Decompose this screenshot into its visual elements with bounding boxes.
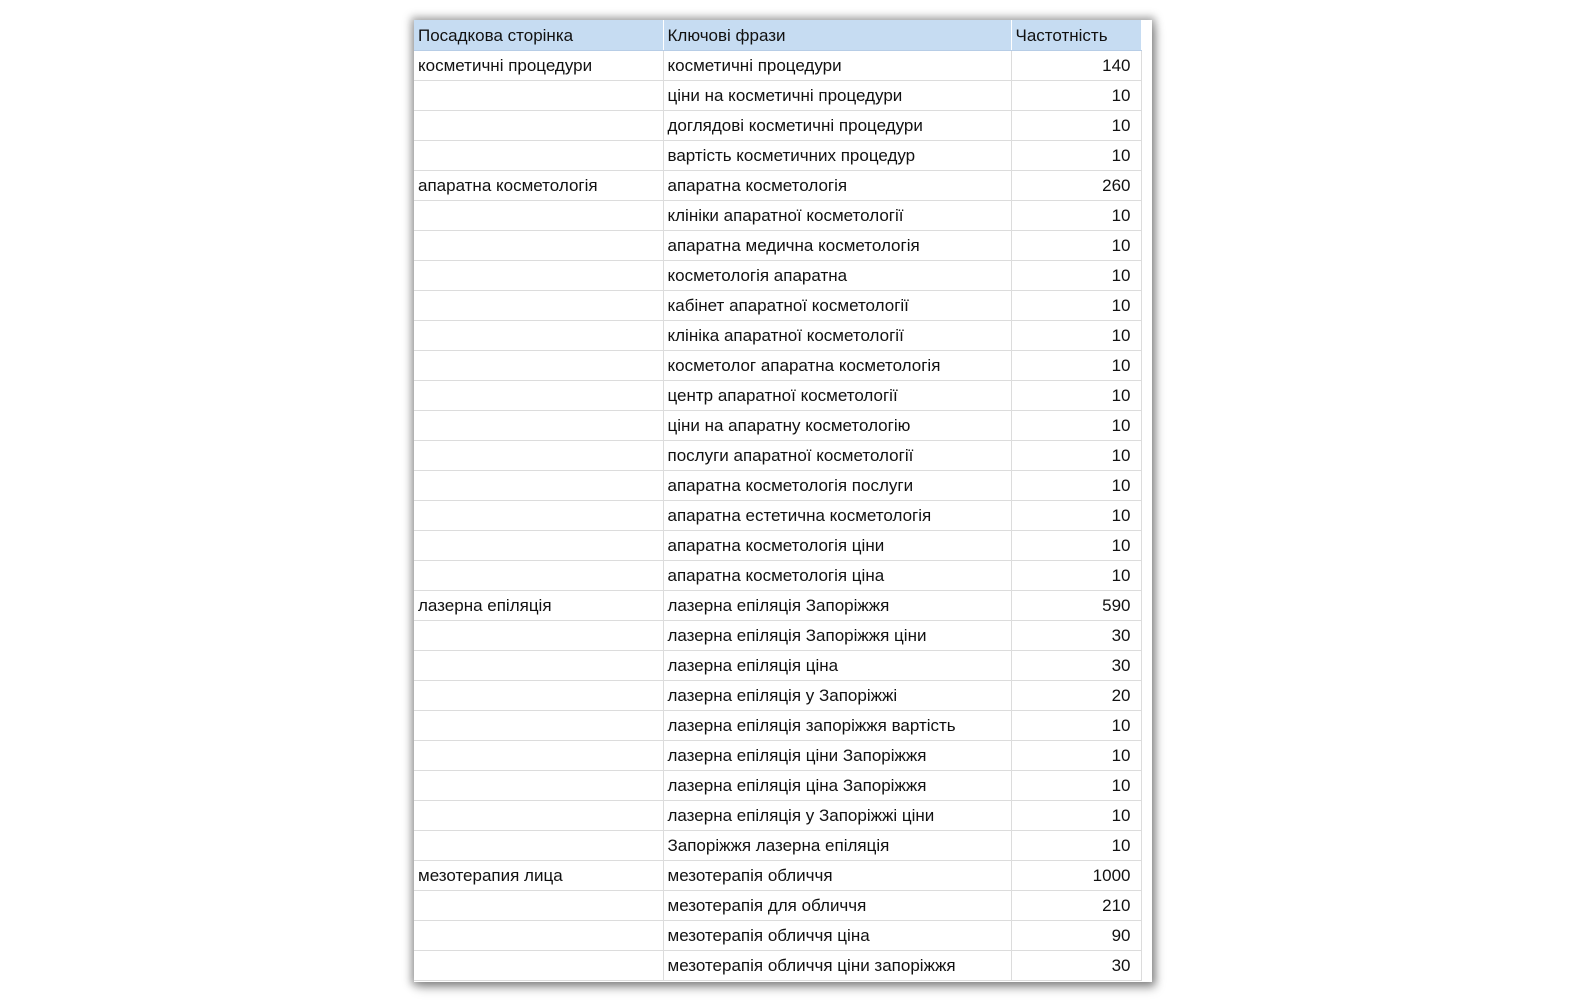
frequency-cell: 10 xyxy=(1011,411,1141,441)
key-phrase-cell: клініка апаратної косметології xyxy=(663,321,1011,351)
frequency-cell: 10 xyxy=(1011,801,1141,831)
table-row xyxy=(414,411,1141,441)
landing-page-cell xyxy=(414,261,663,291)
frequency-cell: 10 xyxy=(1011,771,1141,801)
frequency-cell: 10 xyxy=(1011,741,1141,771)
frequency-cell: 10 xyxy=(1011,201,1141,231)
frequency-cell: 140 xyxy=(1011,51,1141,81)
table-row xyxy=(414,771,1141,801)
frequency-cell: 10 xyxy=(1011,231,1141,261)
frequency-cell: 30 xyxy=(1011,651,1141,681)
frequency-cell: 10 xyxy=(1011,471,1141,501)
table-row xyxy=(414,261,1141,291)
key-phrase-cell: мезотерапія обличчя ціна xyxy=(663,921,1011,951)
table-row xyxy=(414,321,1141,351)
frequency-cell: 10 xyxy=(1011,561,1141,591)
spreadsheet-table-image xyxy=(414,20,1152,982)
table-row xyxy=(414,171,1141,201)
key-phrase-cell: апаратна естетична косметологія xyxy=(663,501,1011,531)
frequency-cell: 10 xyxy=(1011,111,1141,141)
frequency-cell: 1000 xyxy=(1011,861,1141,891)
table-row xyxy=(414,831,1141,861)
key-phrase-cell: послуги апаратної косметології xyxy=(663,441,1011,471)
landing-page-cell xyxy=(414,801,663,831)
table-row xyxy=(414,471,1141,501)
landing-page-cell: косметичні процедури xyxy=(414,51,663,81)
landing-page-cell xyxy=(414,891,663,921)
key-phrase-cell: лазерна епіляція у Запоріжжі ціни xyxy=(663,801,1011,831)
table-row xyxy=(414,231,1141,261)
table-row xyxy=(414,951,1141,981)
landing-page-cell xyxy=(414,351,663,381)
landing-page-cell: мезотерапия лица xyxy=(414,861,663,891)
table-row xyxy=(414,591,1141,621)
landing-page-cell xyxy=(414,111,663,141)
frequency-cell: 10 xyxy=(1011,81,1141,111)
table-row xyxy=(414,681,1141,711)
key-phrase-cell: ціни на апаратну косметологію xyxy=(663,411,1011,441)
frequency-cell: 10 xyxy=(1011,381,1141,411)
landing-page-cell xyxy=(414,531,663,561)
key-phrase-cell: косметолог апаратна косметологія xyxy=(663,351,1011,381)
table-row xyxy=(414,81,1141,111)
table-row xyxy=(414,621,1141,651)
landing-page-cell xyxy=(414,231,663,261)
key-phrase-cell: апаратна косметологія ціни xyxy=(663,531,1011,561)
landing-page-cell xyxy=(414,711,663,741)
frequency-cell: 10 xyxy=(1011,261,1141,291)
landing-page-cell xyxy=(414,771,663,801)
header-landing-page: Посадкова сторінка xyxy=(414,20,663,51)
frequency-cell: 10 xyxy=(1011,831,1141,861)
key-phrase-cell: мезотерапія обличчя ціни запоріжжя xyxy=(663,951,1011,981)
table-row xyxy=(414,381,1141,411)
key-phrase-cell: лазерна епіляція Запоріжжя xyxy=(663,591,1011,621)
frequency-cell: 20 xyxy=(1011,681,1141,711)
table-row xyxy=(414,351,1141,381)
landing-page-cell xyxy=(414,201,663,231)
table-row xyxy=(414,111,1141,141)
frequency-cell: 10 xyxy=(1011,321,1141,351)
table-row xyxy=(414,51,1141,81)
frequency-cell: 260 xyxy=(1011,171,1141,201)
landing-page-cell xyxy=(414,291,663,321)
key-phrase-cell: апаратна медична косметологія xyxy=(663,231,1011,261)
frequency-cell: 590 xyxy=(1011,591,1141,621)
landing-page-cell xyxy=(414,621,663,651)
key-phrase-cell: апаратна косметологія xyxy=(663,171,1011,201)
frequency-cell: 30 xyxy=(1011,951,1141,981)
landing-page-cell: лазерна епіляція xyxy=(414,591,663,621)
table-row xyxy=(414,141,1141,171)
landing-page-cell xyxy=(414,741,663,771)
landing-page-cell xyxy=(414,381,663,411)
frequency-cell: 10 xyxy=(1011,141,1141,171)
table-row xyxy=(414,531,1141,561)
landing-page-cell xyxy=(414,411,663,441)
frequency-cell: 10 xyxy=(1011,351,1141,381)
key-phrase-cell: доглядові косметичні процедури xyxy=(663,111,1011,141)
frequency-cell: 210 xyxy=(1011,891,1141,921)
table-row xyxy=(414,861,1141,891)
key-phrase-cell: косметичні процедури xyxy=(663,51,1011,81)
key-phrase-cell: центр апаратної косметології xyxy=(663,381,1011,411)
key-phrase-cell: лазерна епіляція ціна Запоріжжя xyxy=(663,771,1011,801)
landing-page-cell xyxy=(414,651,663,681)
key-phrase-cell: апаратна косметологія послуги xyxy=(663,471,1011,501)
frequency-cell: 10 xyxy=(1011,501,1141,531)
landing-page-cell xyxy=(414,141,663,171)
landing-page-cell xyxy=(414,831,663,861)
table-row xyxy=(414,921,1141,951)
key-phrase-cell: лазерна епіляція ціна xyxy=(663,651,1011,681)
table-row xyxy=(414,501,1141,531)
table-row xyxy=(414,801,1141,831)
key-phrase-cell: Запоріжжя лазерна епіляція xyxy=(663,831,1011,861)
table-header-row xyxy=(414,20,1141,51)
landing-page-cell xyxy=(414,561,663,591)
landing-page-cell xyxy=(414,681,663,711)
key-phrase-cell: лазерна епіляція Запоріжжя ціни xyxy=(663,621,1011,651)
frequency-cell: 10 xyxy=(1011,531,1141,561)
frequency-cell: 30 xyxy=(1011,621,1141,651)
key-phrase-cell: мезотерапія для обличчя xyxy=(663,891,1011,921)
landing-page-cell xyxy=(414,81,663,111)
frequency-cell: 10 xyxy=(1011,711,1141,741)
header-frequency: Частотність xyxy=(1011,20,1141,51)
key-phrase-cell: клініки апаратної косметології xyxy=(663,201,1011,231)
key-phrase-cell: кабінет апаратної косметології xyxy=(663,291,1011,321)
key-phrase-cell: вартість косметичних процедур xyxy=(663,141,1011,171)
header-key-phrases: Ключові фрази xyxy=(663,20,1011,51)
frequency-cell: 90 xyxy=(1011,921,1141,951)
key-phrase-cell: косметологія апаратна xyxy=(663,261,1011,291)
table-row xyxy=(414,711,1141,741)
table-row xyxy=(414,891,1141,921)
landing-page-cell xyxy=(414,321,663,351)
key-phrase-cell: апаратна косметологія ціна xyxy=(663,561,1011,591)
table-row xyxy=(414,561,1141,591)
frequency-cell: 10 xyxy=(1011,291,1141,321)
key-phrase-cell: мезотерапія обличчя xyxy=(663,861,1011,891)
key-phrase-cell: ціни на косметичні процедури xyxy=(663,81,1011,111)
key-phrase-cell: лазерна епіляція ціни Запоріжжя xyxy=(663,741,1011,771)
landing-page-cell xyxy=(414,921,663,951)
landing-page-cell xyxy=(414,501,663,531)
frequency-cell: 10 xyxy=(1011,441,1141,471)
table-row xyxy=(414,441,1141,471)
table-row xyxy=(414,291,1141,321)
landing-page-cell: апаратна косметологія xyxy=(414,171,663,201)
landing-page-cell xyxy=(414,951,663,981)
table-row xyxy=(414,651,1141,681)
table-row xyxy=(414,201,1141,231)
key-phrase-cell: лазерна епіляція запоріжжя вартість xyxy=(663,711,1011,741)
keywords-table xyxy=(414,20,1142,981)
landing-page-cell xyxy=(414,471,663,501)
landing-page-cell xyxy=(414,441,663,471)
table-row xyxy=(414,741,1141,771)
key-phrase-cell: лазерна епіляція у Запоріжжі xyxy=(663,681,1011,711)
